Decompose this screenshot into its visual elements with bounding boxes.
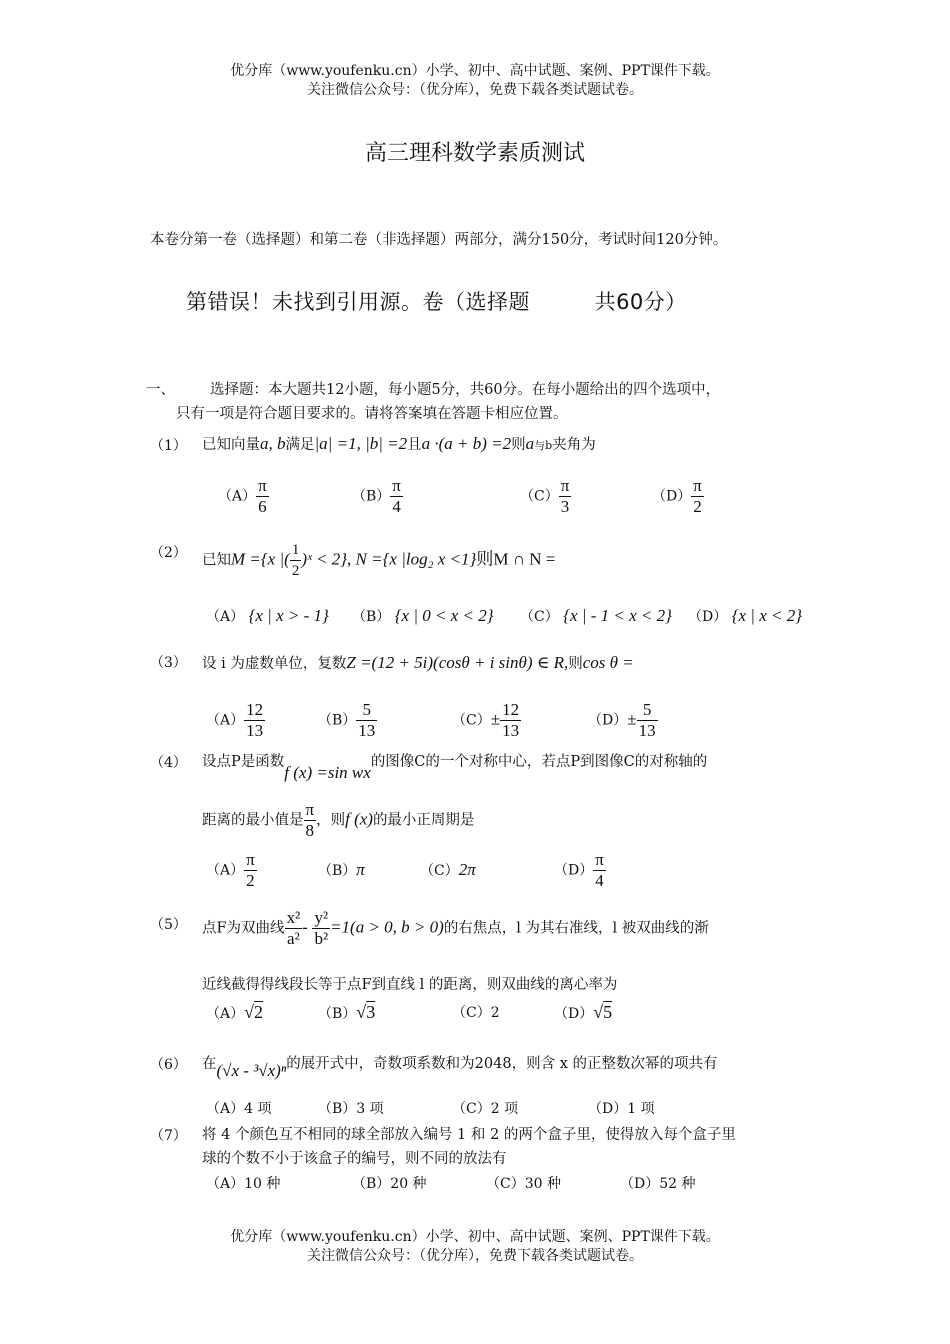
q5-math-1: =1(a > 0, b > 0): [330, 917, 444, 937]
fraction: $\frac{5}{13}$: [638, 700, 656, 740]
option[interactable]: [206, 850, 257, 891]
option-text: 3 项: [356, 1101, 384, 1117]
question-1: [202, 433, 596, 454]
q1-math-1: a, b: [260, 434, 286, 453]
option-label: （A）: [206, 712, 245, 729]
q6-text-b: 的展开式中，奇数项系数和为2048，则含 x 的正整数次幂的项共有: [286, 1056, 718, 1072]
q4-text-c: 距离的最小值是: [202, 812, 304, 829]
question-5-line-2: 近线截得得线段长等于点F到直线 l 的距离，则双曲线的离心率为: [202, 977, 618, 993]
option-expr: {x | x > - 1}: [248, 606, 329, 625]
option-expr: {x | 0 < x < 2}: [394, 606, 494, 625]
question-7-line-1: 将 4 个颜色互不相同的球全部放入编号 1 和 2 的两个盒子里，使得放入每个盒子里: [202, 1127, 736, 1143]
fraction: $\frac{\pi}{8}$: [305, 800, 315, 840]
fraction: $\frac{12}{13}$: [246, 700, 264, 740]
option-label: （B）: [352, 488, 391, 505]
option[interactable]: [318, 1002, 375, 1023]
question-3: [202, 652, 634, 673]
question-4-line-2: [202, 800, 474, 841]
q4-math-2: f (x): [345, 809, 373, 829]
option[interactable]: （C）± $\frac{12}{13}$: [452, 700, 520, 740]
q3-text-b: 则: [568, 656, 583, 672]
option-text: 1 项: [627, 1101, 655, 1117]
option-expr: 2π: [458, 860, 476, 879]
intro-text: 本卷分第一卷（选择题）和第二卷（非选择题）两部分，满分150分，考试时间120分钟。: [150, 232, 728, 248]
q4-text-e: 的最小正周期是: [372, 812, 475, 829]
radical: √3: [356, 1002, 376, 1022]
option[interactable]: [206, 1173, 280, 1193]
q5-text-b: 的右焦点，l 为其右准线，l 被双曲线的渐: [443, 920, 709, 937]
q2-math-1: M ={x |(: [231, 549, 290, 569]
q2-math-2: )ˣ < 2}, N ={x |log₂ x <1}: [301, 549, 477, 569]
option-label: （B）: [318, 863, 357, 879]
q3-math-2: cos θ =: [582, 653, 634, 672]
option[interactable]: [218, 476, 269, 517]
option[interactable]: [452, 1002, 500, 1022]
option[interactable]: [206, 1098, 271, 1118]
section-line-2: 只有一项是符合题目要求的。请将答案填在答题卡相应位置。: [176, 406, 568, 422]
option-label: （C）: [520, 488, 559, 505]
header-line-2: 关注微信公众号：（优分库），免费下载各类试题试卷。: [307, 82, 643, 98]
fraction: $\frac{\pi}{2}$: [246, 850, 255, 890]
option[interactable]: [486, 1173, 561, 1193]
q1-text-e: 与b: [534, 439, 553, 452]
option-label: （D）: [688, 609, 728, 625]
q1-text-d: 则: [511, 437, 526, 453]
radical: √2: [244, 1002, 264, 1022]
q3-text-a: 设 i 为虚数单位，复数: [202, 656, 347, 672]
option-label: （D）: [620, 1176, 660, 1192]
option-label: （B）: [318, 712, 357, 729]
option-expr: {x | x < 2}: [731, 606, 803, 625]
option-expr: π: [356, 860, 365, 879]
question-6: [202, 1052, 717, 1081]
fraction: $\frac{\pi}{4}$: [392, 476, 401, 516]
option-text: 2 项: [490, 1101, 519, 1117]
q6-math-1: (√x - ³√x)ⁿ: [216, 1061, 287, 1080]
option-label: （C）: [420, 863, 459, 879]
q4-text-a: 设点P是函数: [202, 754, 285, 770]
q3-math-1: Z =(12 + 5i)(cosθ + i sinθ) ∈ R,: [346, 653, 569, 672]
q5-text-a: 点F为双曲线: [202, 920, 285, 937]
option-label: （D）: [554, 862, 594, 879]
q4-text-d: ，则: [316, 812, 346, 829]
option-text: 4 项: [244, 1101, 272, 1117]
q1-text-f: 夹角为: [552, 437, 596, 453]
option[interactable]: [520, 606, 672, 626]
question-4-line-1: [202, 750, 707, 783]
option-label: （A）: [206, 1101, 245, 1117]
option-label: （A）: [206, 1176, 245, 1192]
question-number: （6）: [150, 1057, 187, 1073]
q1-math-3: a ·(a + b) =2: [421, 434, 512, 453]
option-label: （D）: [588, 1101, 628, 1117]
option-label: （A）: [218, 488, 257, 505]
option[interactable]: [688, 606, 802, 626]
option[interactable]: [206, 700, 265, 741]
option-label: （A）: [206, 609, 245, 625]
option-label: （C）: [452, 1101, 491, 1117]
section-line-1: 选择题：本大题共12小题，每小题5分，共60分。在每小题给出的四个选项中，: [210, 382, 721, 398]
fraction: $\frac{1}{2}$: [291, 542, 300, 579]
option-label: （D）: [652, 488, 692, 505]
fraction: $\frac{5}{13}$: [358, 700, 376, 740]
option-label: （D）: [554, 1006, 594, 1022]
q1-text-b: 满足: [285, 437, 315, 453]
option[interactable]: [554, 1002, 612, 1023]
q4-math-1: f (x) =sin wx: [284, 763, 371, 782]
option-label: （C）: [486, 1176, 525, 1192]
fraction: $\frac{12}{13}$: [502, 700, 520, 740]
option[interactable]: [652, 476, 704, 517]
option[interactable]: [206, 1002, 263, 1023]
option-expr: 2: [490, 1005, 500, 1021]
section-label: 一、: [146, 382, 175, 398]
option[interactable]: [352, 606, 494, 626]
option-label: （B）: [318, 1101, 357, 1117]
question-number: （1）: [150, 438, 187, 454]
option-text: 20 种: [390, 1176, 427, 1192]
option-text: 10 种: [244, 1176, 281, 1192]
option-expr: {x | - 1 < x < 2}: [563, 606, 672, 625]
option[interactable]: [352, 1173, 427, 1193]
question-number: （3）: [150, 655, 187, 671]
option[interactable]: [520, 476, 571, 517]
q4-text-b: 的图像C的一个对称中心，若点P到图像C的对称轴的: [370, 754, 708, 770]
option-text: 30 种: [524, 1176, 561, 1192]
option[interactable]: （D）± $\frac{5}{13}$: [588, 700, 656, 740]
option[interactable]: [588, 1098, 655, 1118]
q2-text-b: 则M ∩ N =: [476, 549, 556, 569]
fraction: $\frac{\pi}{6}$: [258, 476, 267, 516]
option-label: （B）: [352, 609, 391, 625]
question-number: （5）: [150, 917, 187, 933]
q1-math-4: a: [525, 434, 535, 453]
option[interactable]: [554, 850, 606, 891]
part-heading: 第错误！未找到引用源。卷（选择题 共60分）: [186, 290, 687, 314]
q1-text-c: 且: [407, 437, 422, 453]
option-label: （A）: [206, 1006, 245, 1022]
fraction: $\frac{\pi}{2}$: [693, 476, 702, 516]
option-text: 52 种: [659, 1176, 696, 1192]
fraction: $\frac{\pi}{4}$: [595, 850, 604, 890]
question-number: （2）: [150, 545, 187, 561]
fraction: $\frac{\text{x²}}{\text{a²}}$: [286, 908, 301, 948]
header-line-1: 优分库（www.youfenku.cn）小学、初中、高中试题、案例、PPT课件下载。: [230, 63, 720, 79]
option[interactable]: [452, 1098, 518, 1118]
q1-math-2: |a| =1, |b| =2: [314, 434, 408, 453]
q1-text-a: 已知向量: [202, 437, 260, 453]
option-label: （D）: [588, 712, 628, 729]
option-label: （B）: [352, 1176, 391, 1192]
fraction: $\frac{\pi}{3}$: [560, 476, 570, 516]
option-label: （C）: [452, 712, 491, 729]
option-label: （C）: [452, 1005, 491, 1021]
question-7-line-2: 球的个数不小于该盒子的编号，则不同的放法有: [202, 1151, 507, 1167]
radical: √5: [593, 1002, 613, 1022]
option[interactable]: [420, 860, 476, 880]
page-title: 高三理科数学素质测试: [364, 141, 585, 166]
q6-text-a: 在: [202, 1056, 217, 1072]
question-2: [202, 540, 555, 581]
fraction: $\frac{\text{y²}}{\text{b²}}$: [314, 908, 329, 948]
option-label: （A）: [206, 862, 245, 879]
footer-line-2: 关注微信公众号：（优分库），免费下载各类试题试卷。: [307, 1248, 643, 1264]
option[interactable]: [352, 476, 403, 517]
option[interactable]: [620, 1173, 696, 1193]
question-number: （7）: [150, 1128, 187, 1144]
q2-text-a: 已知: [202, 552, 231, 569]
option[interactable]: [318, 700, 377, 741]
question-5-line-1: 点F为双曲线 $\frac{\text{x²}}{\text{a²}}$ - $\frac{\text{y²}}{\text{b²}}$ =1(a > 0, b > 0)的右焦点，l 为其右准线，l 被双曲线的渐: [202, 908, 709, 948]
question-number: （4）: [150, 755, 187, 771]
footer-line-1: 优分库（www.youfenku.cn）小学、初中、高中试题、案例、PPT课件下载。: [230, 1229, 720, 1245]
option[interactable]: [206, 606, 329, 626]
option[interactable]: [318, 860, 365, 880]
option-label: （B）: [318, 1006, 357, 1022]
option-label: （C）: [520, 609, 559, 625]
option[interactable]: [318, 1098, 384, 1118]
